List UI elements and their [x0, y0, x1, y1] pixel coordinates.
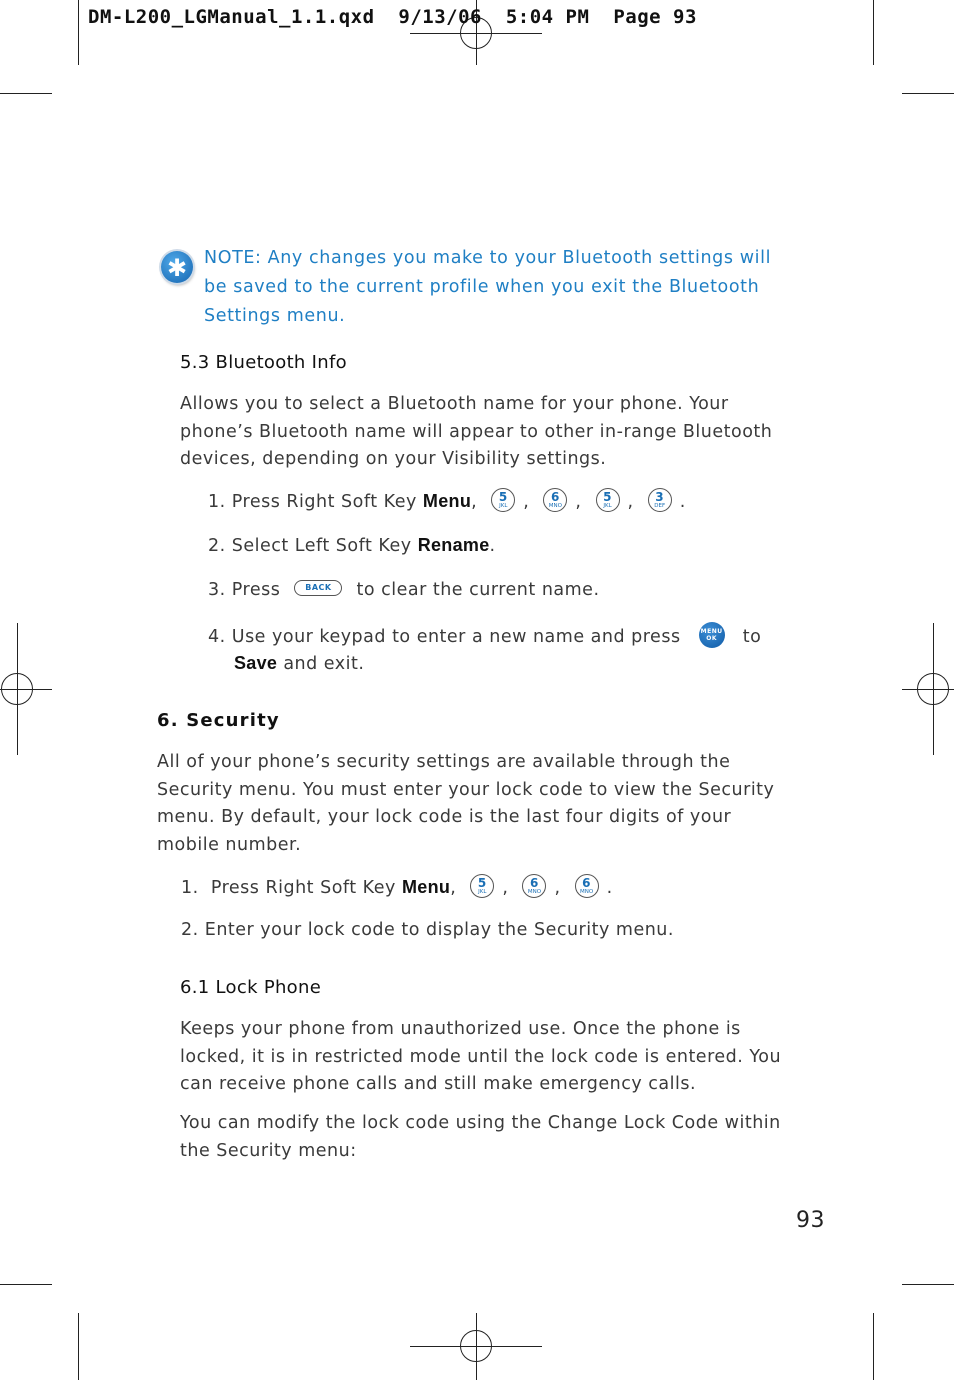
section-heading-lock-phone: 6.1 Lock Phone [180, 977, 322, 998]
lock-phone-paragraph-2 [180, 1110, 820, 1165]
para-line: All of your phone’s security settings are available through the [157, 752, 731, 772]
para-line: devices, depending on your Visibility settings. [180, 449, 607, 469]
para-line: locked, it is in restricted mode until the lock code is entered. You [180, 1046, 782, 1067]
key-5-icon: 5 JKL [491, 488, 515, 512]
note-line: NOTE: Any changes you make to your Bluetooth settings will [204, 248, 772, 268]
asterisk-icon: ✱ [161, 251, 193, 283]
para-line: the Security menu: [180, 1140, 357, 1161]
step-2-security: 2. Enter your lock code to display the Security menu. [181, 920, 674, 940]
step-text: 1. Press Right Soft Key [208, 492, 423, 512]
crop-mark [902, 93, 954, 94]
crop-mark [0, 1284, 52, 1285]
para-line: mobile number. [157, 834, 302, 855]
step-text: 2. Select Left Soft Key [208, 536, 418, 556]
step-text: 3. Press [208, 580, 281, 600]
rename-softkey-label: Rename [417, 535, 490, 555]
crop-mark [0, 93, 52, 94]
registration-mark [460, 1330, 492, 1362]
key-6-icon: 6 MNO [522, 874, 546, 898]
para-line: menu. By default, your lock code is the last four digits of your [157, 807, 732, 827]
print-slug: DM-L200_LGManual_1.1.qxd 9/13/06 5:04 PM Page 93 [88, 6, 697, 28]
para-line: Keeps your phone from unauthorized use. Once the phone is [180, 1019, 741, 1039]
menu-ok-key-icon: MENU OK [699, 622, 725, 648]
key-6-icon: 6 MNO [575, 874, 599, 898]
key-5-icon: 5 JKL [470, 874, 494, 898]
para-line: can receive phone calls and still make emergency calls. [180, 1074, 697, 1094]
section-heading-bluetooth-info: 5.3 Bluetooth Info [180, 352, 347, 373]
page-number: 93 [796, 1208, 825, 1233]
save-softkey-label: Save [234, 653, 278, 673]
back-key-icon: BACK [294, 580, 342, 596]
step-1-bluetooth: 1. Press Right Soft Key Menu, 5 JKL , 6 MNO , 5 JKL , 3 DEF . [208, 490, 686, 512]
lock-phone-paragraph-1 [180, 1016, 820, 1099]
step-4-bluetooth-line2 [234, 653, 364, 674]
crop-mark [873, 1313, 874, 1380]
registration-mark [1, 673, 33, 705]
step-text: to [742, 627, 762, 647]
bluetooth-info-paragraph [180, 391, 800, 474]
step-text: 4. Use your keypad to enter a new name and press [208, 627, 681, 647]
key-6-icon: 6 MNO [543, 488, 567, 512]
menu-softkey-label: Menu [422, 491, 472, 511]
para-line: phone’s Bluetooth name will appear to other in-range Bluetooth [180, 421, 773, 442]
key-3-icon: 3 DEF [648, 488, 672, 512]
crop-mark [78, 0, 79, 65]
step-text: to clear the current name. [356, 580, 600, 600]
step-text: and exit. [277, 654, 365, 674]
crop-mark [78, 1313, 79, 1380]
step-3-bluetooth [208, 580, 600, 600]
crop-mark [873, 0, 874, 65]
step-text: 1. Press Right Soft Key [181, 878, 402, 898]
menu-softkey-label: Menu [401, 877, 451, 897]
security-paragraph [157, 749, 797, 859]
crop-mark [902, 1284, 954, 1285]
para-line: You can modify the lock code using the Change Lock Code within [180, 1113, 781, 1133]
step-2-bluetooth [208, 535, 496, 556]
note-line: be saved to the current profile when you exit the Bluetooth [204, 277, 760, 297]
section-heading-security: 6. Security [157, 710, 280, 731]
note-text [204, 244, 784, 331]
step-1-security: 1. Press Right Soft Key Menu, 5 JKL , 6 MNO , 6 MNO . [181, 876, 613, 898]
para-line: Allows you to select a Bluetooth name for your phone. Your [180, 394, 729, 414]
key-5-icon: 5 JKL [596, 488, 620, 512]
para-line: Security menu. You must enter your lock code to view the Security [157, 779, 775, 800]
step-4-bluetooth [208, 624, 761, 650]
registration-mark [917, 673, 949, 705]
step-suffix: . [489, 536, 496, 556]
note-line: Settings menu. [204, 306, 346, 326]
